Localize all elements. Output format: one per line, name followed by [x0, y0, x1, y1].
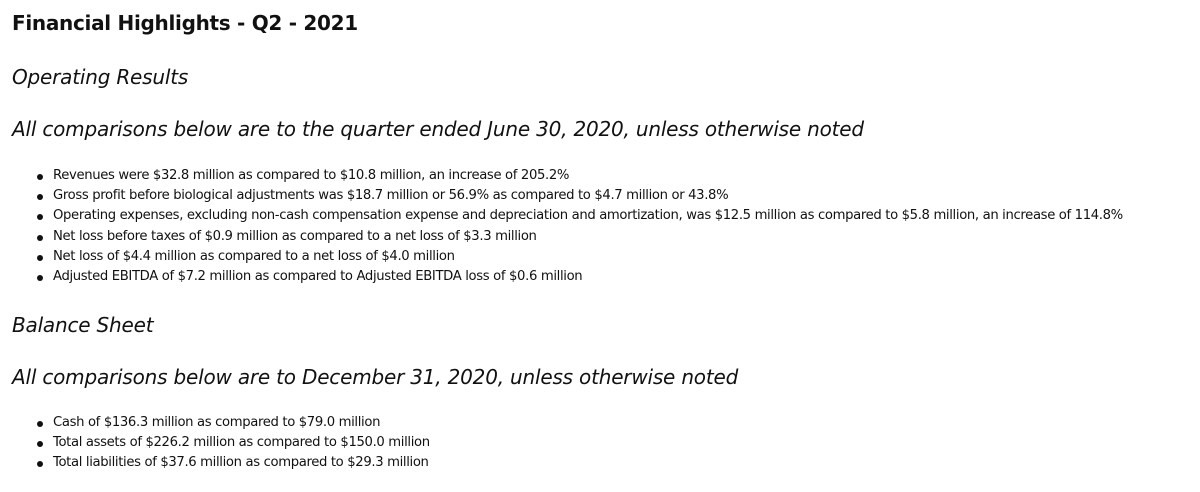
bullet-icon [37, 421, 43, 427]
list-item [34, 413, 430, 433]
list-item-text: Net loss of $4.4 million as compared to a net loss of $4.0 million [53, 248, 455, 264]
bullet-icon [37, 255, 43, 261]
balance-sheet-heading: Balance Sheet [12, 313, 154, 337]
bullet-icon [37, 214, 43, 220]
list-item-text: Revenues were $32.8 million as compared to $10.8 million, an increase of 205.2% [53, 168, 570, 183]
list-item [34, 433, 430, 453]
list-item [34, 453, 430, 473]
bullet-icon [37, 194, 43, 200]
operating-comparison-note: All comparisons below are to the quarter ended June 30, 2020, unless otherwise noted [12, 117, 864, 141]
list-item [34, 267, 1123, 287]
list-item-text: Total liabilities of $37.6 million as compared to $29.3 million [53, 455, 429, 471]
list-item [34, 227, 1123, 247]
bullet-icon [37, 441, 43, 447]
list-item-text: Gross profit before biological adjustments was $18.7 million or 56.9% as compared to $4.7 million or 43.8% [53, 188, 729, 204]
list-item [34, 166, 1123, 186]
list-item-text: Adjusted EBITDA of $7.2 million as compared to Adjusted EBITDA loss of $0.6 million [53, 269, 583, 285]
list-item-text: Operating expenses, excluding non-cash compensation expense and depreciation and amortization, was $12.5 million as compared to $5.8 million, an increase of 114.8% [53, 208, 1123, 224]
balance-sheet-list [34, 413, 430, 474]
list-item [34, 206, 1123, 226]
bullet-icon [37, 235, 43, 241]
bullet-icon [37, 275, 43, 281]
bullet-icon [37, 461, 43, 467]
list-item-text: Total assets of $226.2 million as compared to $150.0 million [53, 435, 430, 451]
operating-results-heading: Operating Results [12, 65, 189, 89]
list-item [34, 186, 1123, 206]
list-item-text: Cash of $136.3 million as compared to $79.0 million [53, 415, 381, 430]
list-item-text: Net loss before taxes of $0.9 million as compared to a net loss of $3.3 million [53, 228, 537, 244]
balance-comparison-note: All comparisons below are to December 31, 2020, unless otherwise noted [12, 365, 739, 389]
page-title: Financial Highlights - Q2 - 2021 [12, 11, 358, 35]
list-item [34, 247, 1123, 267]
bullet-icon [37, 174, 43, 180]
operating-results-list [34, 166, 1123, 287]
